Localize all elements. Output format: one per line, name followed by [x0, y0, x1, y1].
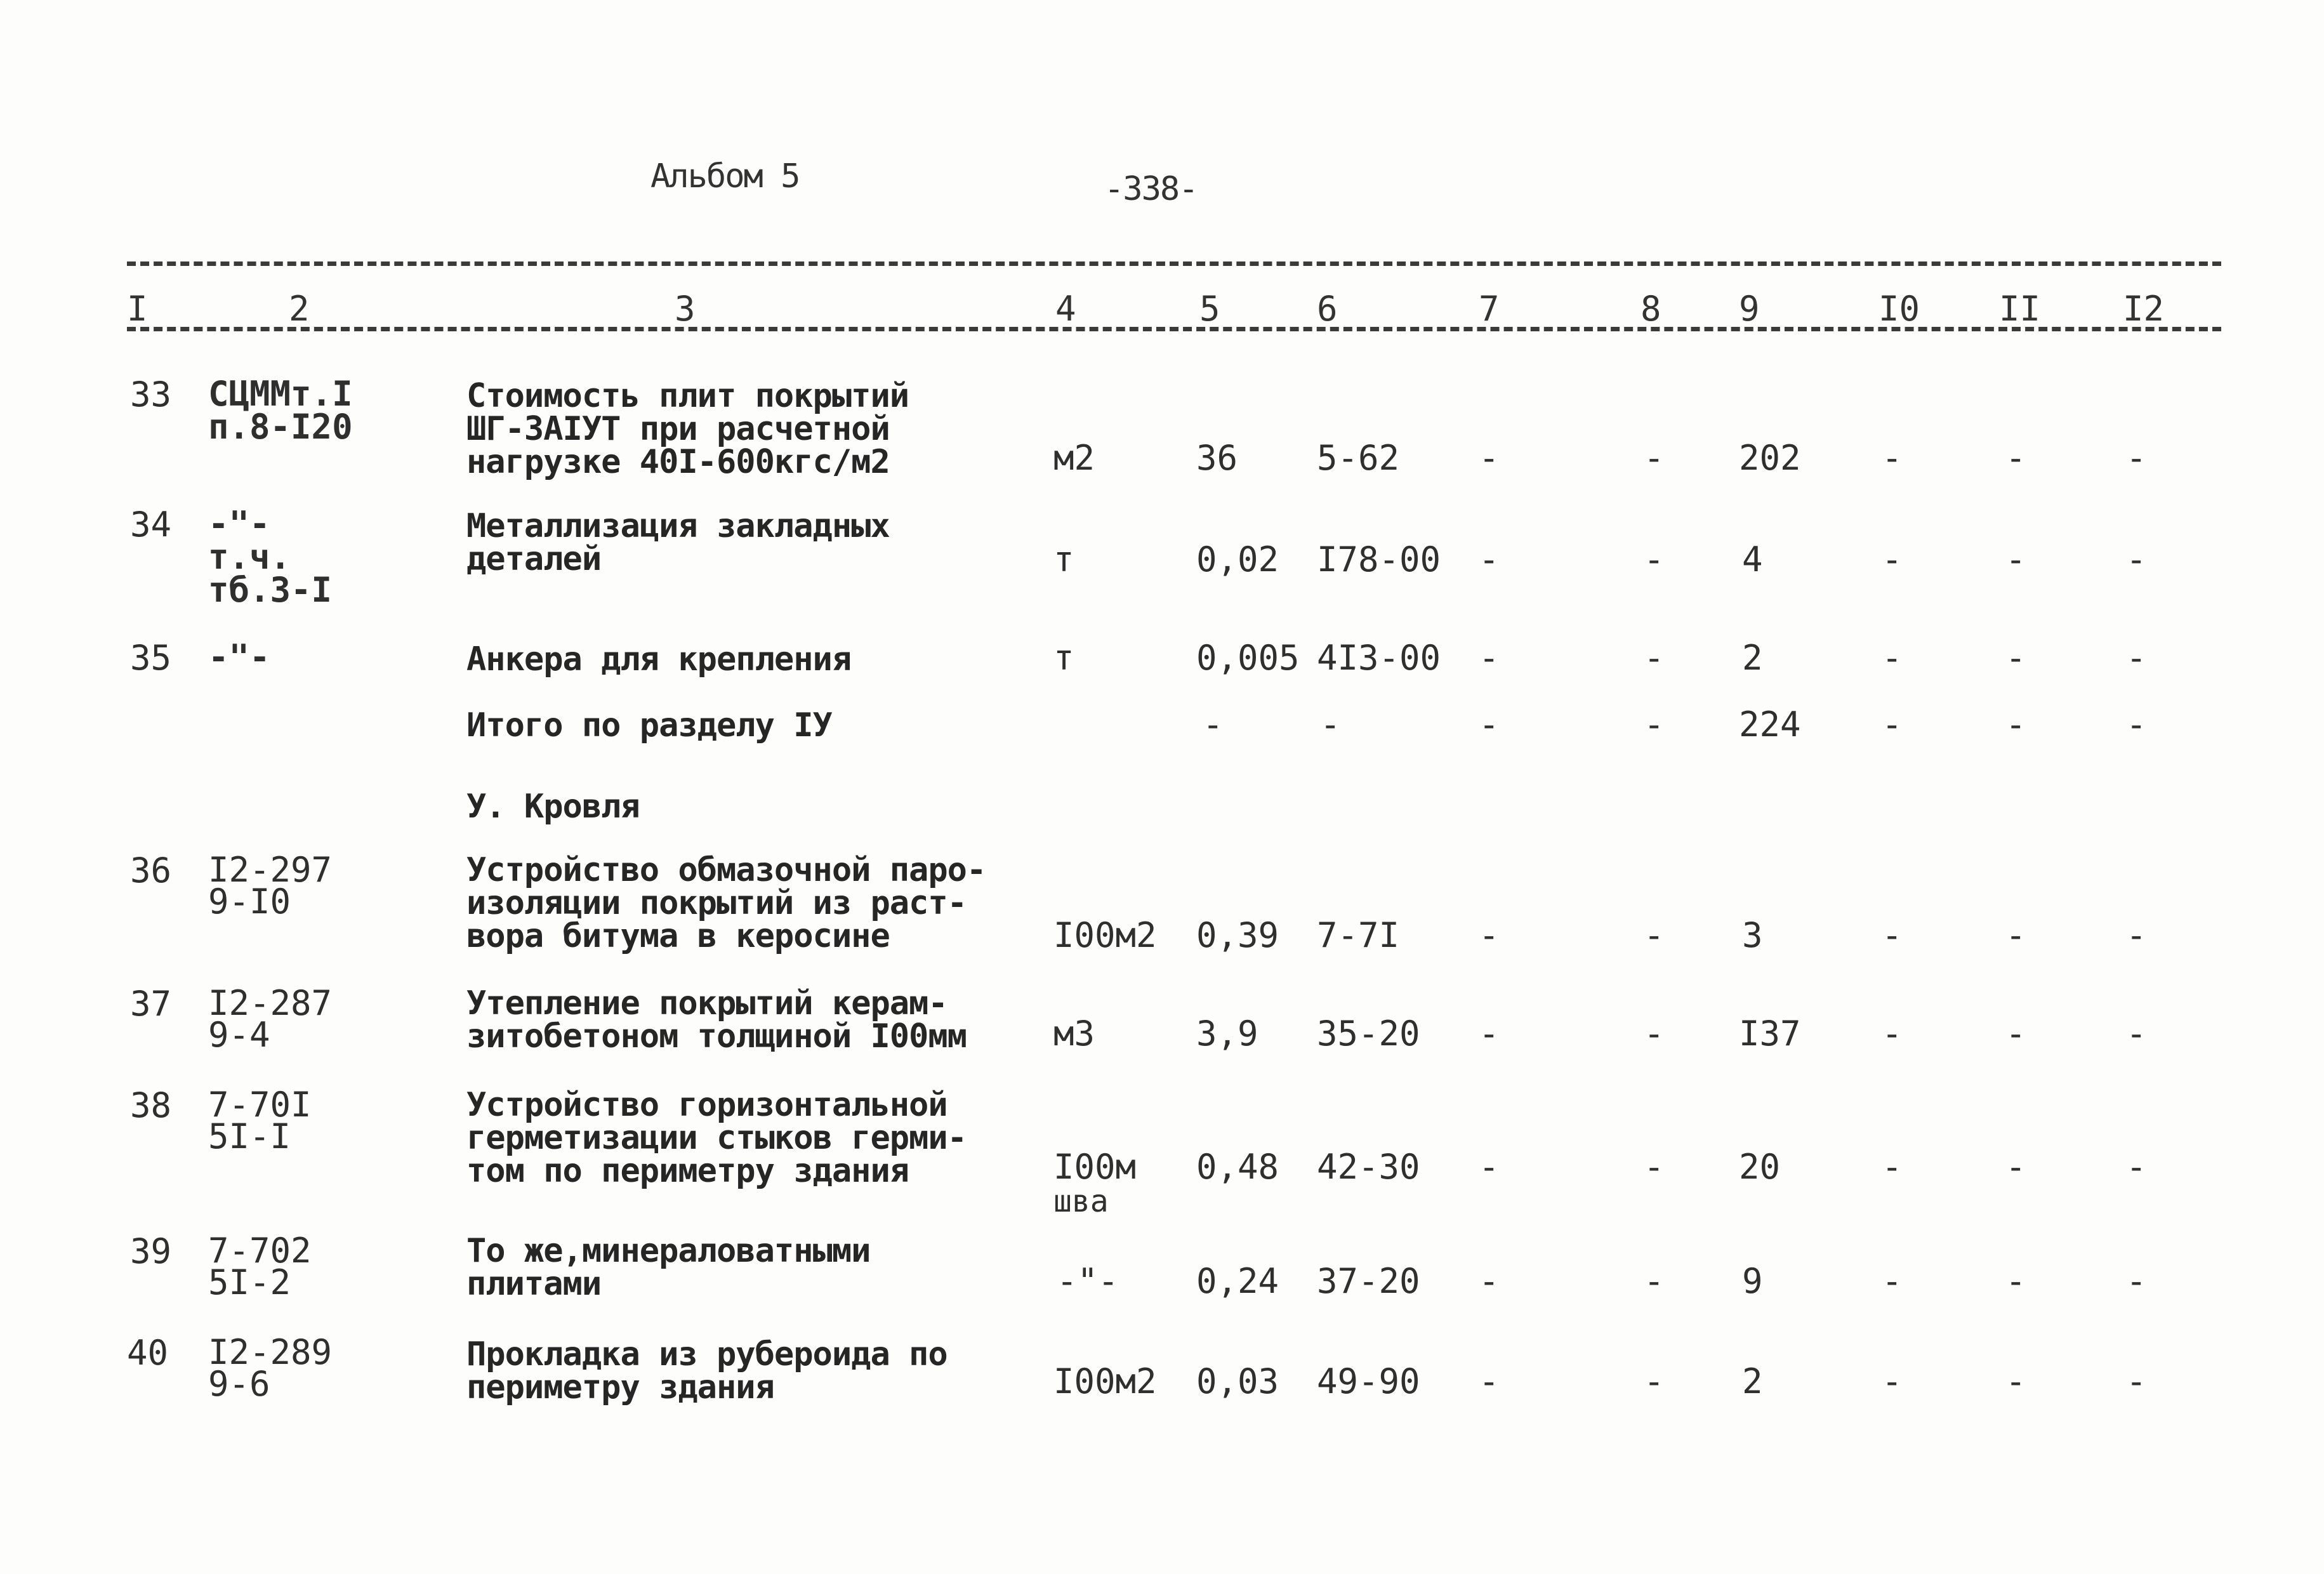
row-description	[466, 507, 890, 578]
row-col12: -	[2126, 438, 2147, 478]
column-header-5: 5	[1199, 289, 1220, 329]
column-header-4: 4	[1055, 289, 1076, 329]
row-col8: -	[1644, 1361, 1665, 1401]
row-col11: -	[2005, 539, 2026, 579]
row-col11: -	[2005, 915, 2026, 955]
row-code	[208, 637, 270, 677]
row-quantity: 0,39	[1196, 915, 1279, 955]
row-col11: -	[2005, 704, 2026, 744]
row-col10: -	[1882, 438, 1903, 478]
row-code	[208, 374, 353, 447]
column-header-2: 2	[289, 289, 310, 329]
row-price: 5-62	[1317, 438, 1400, 478]
row-total: 224	[1739, 704, 1801, 744]
row-price: 37-20	[1317, 1261, 1420, 1301]
description-line: Прокладка из рубероида по	[466, 1335, 947, 1373]
row-quantity: 0,48	[1196, 1147, 1279, 1187]
description-line: зитобетоном толщиной I00мм	[466, 1017, 967, 1055]
description-line: герметизации стыков герми-	[466, 1119, 967, 1157]
row-col10: -	[1882, 704, 1903, 744]
description-line: нагрузке 40I-600кгс/м2	[466, 443, 890, 481]
row-col12: -	[2126, 704, 2147, 744]
column-header-6: 6	[1317, 289, 1338, 329]
row-col7: -	[1479, 539, 1500, 579]
unit-line: I00м	[1053, 1147, 1137, 1187]
row-col10: -	[1882, 638, 1903, 678]
row-code	[208, 504, 333, 610]
code-line: СЦММт.I	[208, 374, 353, 414]
row-col11: -	[2005, 1014, 2026, 1054]
row-unit: I00м2	[1053, 1361, 1157, 1401]
row-col12: -	[2126, 1361, 2147, 1401]
row-number: 35	[130, 638, 172, 678]
row-total: 9	[1742, 1261, 1763, 1301]
code-line: I2-297	[208, 850, 333, 890]
description-line: том по периметру здания	[466, 1152, 909, 1190]
row-total: 20	[1739, 1147, 1781, 1187]
column-header-11: II	[1999, 289, 2041, 329]
row-total: 2	[1742, 1361, 1763, 1401]
description-line: Металлизация закладных	[466, 507, 890, 545]
row-number: 37	[130, 984, 172, 1024]
description-line: вора битума в керосине	[466, 917, 890, 955]
header-top-rule	[127, 261, 2221, 266]
row-number: 36	[130, 850, 172, 890]
code-line: 9-6	[208, 1364, 270, 1404]
row-price: 35-20	[1317, 1014, 1420, 1054]
row-col10: -	[1882, 915, 1903, 955]
code-line: п.8-I20	[208, 407, 353, 447]
row-description	[466, 1232, 871, 1303]
description-line: периметру здания	[466, 1368, 774, 1406]
row-description	[466, 640, 852, 678]
row-quantity: 0,005	[1196, 638, 1300, 678]
column-header-12: I2	[2123, 289, 2165, 329]
code-line: т.ч.	[208, 537, 291, 577]
code-line: I2-287	[208, 983, 333, 1023]
code-line: 5I-2	[208, 1262, 291, 1302]
row-unit: -"-	[1057, 1261, 1119, 1301]
row-col7: -	[1479, 638, 1500, 678]
row-description	[466, 984, 967, 1055]
row-price: 42-30	[1317, 1147, 1420, 1187]
row-quantity: 36	[1196, 438, 1238, 478]
row-quantity: 0,02	[1196, 539, 1279, 579]
code-line: 7-702	[208, 1231, 312, 1271]
row-description	[466, 377, 909, 481]
row-total: 4	[1742, 539, 1763, 579]
row-col8: -	[1644, 638, 1665, 678]
row-total: 3	[1742, 915, 1763, 955]
row-price: 49-90	[1317, 1361, 1420, 1401]
column-header-3: 3	[675, 289, 696, 329]
row-col11: -	[2005, 1361, 2026, 1401]
code-line: 9-4	[208, 1015, 270, 1055]
row-quantity: -	[1203, 704, 1224, 744]
row-col11: -	[2005, 638, 2026, 678]
row-code	[208, 1085, 312, 1156]
code-line: 9-I0	[208, 882, 291, 922]
row-col12: -	[2126, 1014, 2147, 1054]
row-total: I37	[1739, 1014, 1801, 1054]
row-unit: м3	[1053, 1014, 1095, 1054]
description-line: То же,минераловатными	[466, 1232, 871, 1270]
row-col10: -	[1882, 1261, 1903, 1301]
row-col7: -	[1479, 438, 1500, 478]
row-number: 38	[130, 1085, 172, 1125]
row-code	[208, 850, 333, 922]
row-code	[208, 983, 333, 1055]
row-col10: -	[1882, 1147, 1903, 1187]
column-header-9: 9	[1739, 289, 1760, 329]
row-total: 2	[1742, 638, 1763, 678]
row-col7: -	[1479, 1361, 1500, 1401]
description-line: Итого по разделу IУ	[466, 706, 832, 744]
row-col11: -	[2005, 1147, 2026, 1187]
row-unit	[1053, 1147, 1137, 1219]
row-price: -	[1320, 704, 1341, 744]
row-number: 33	[130, 374, 172, 414]
code-line: -"-	[208, 504, 270, 544]
code-line: -"-	[208, 637, 270, 677]
row-col12: -	[2126, 915, 2147, 955]
row-description	[466, 1086, 967, 1190]
section-title-text: У. Кровля	[466, 788, 640, 826]
subtotal-label	[466, 706, 832, 744]
column-header-10: I0	[1878, 289, 1920, 329]
row-col8: -	[1644, 539, 1665, 579]
row-description	[466, 851, 986, 955]
row-col8: -	[1644, 1014, 1665, 1054]
row-quantity: 0,03	[1196, 1361, 1279, 1401]
description-line: ШГ-3АIУТ при расчетной	[466, 410, 890, 448]
row-col12: -	[2126, 1261, 2147, 1301]
column-header-8: 8	[1641, 289, 1661, 329]
unit-line: шва	[1053, 1184, 1109, 1219]
row-col12: -	[2126, 539, 2147, 579]
row-description	[466, 1335, 947, 1406]
row-col7: -	[1479, 704, 1500, 744]
row-col11: -	[2005, 438, 2026, 478]
row-price: 4I3-00	[1317, 638, 1441, 678]
code-line: 5I-I	[208, 1116, 291, 1156]
row-code	[208, 1231, 312, 1302]
code-line: 7-70I	[208, 1085, 312, 1125]
row-quantity: 3,9	[1196, 1014, 1258, 1054]
description-line: Стоимость плит покрытий	[466, 377, 909, 415]
row-unit: т	[1053, 638, 1074, 678]
row-col8: -	[1644, 1147, 1665, 1187]
row-col12: -	[2126, 1147, 2147, 1187]
description-line: Устройство обмазочной паро-	[466, 851, 986, 889]
row-col7: -	[1479, 1261, 1500, 1301]
description-line: Устройство горизонтальной	[466, 1086, 947, 1124]
row-price: 7-7I	[1317, 915, 1400, 955]
row-col8: -	[1644, 438, 1665, 478]
description-line: изоляции покрытий из раст-	[466, 884, 967, 922]
row-col7: -	[1479, 915, 1500, 955]
row-total: 202	[1739, 438, 1801, 478]
description-line: плитами	[466, 1265, 602, 1303]
row-col7: -	[1479, 1014, 1500, 1054]
column-header-7: 7	[1479, 289, 1500, 329]
page-number: -338-	[1104, 170, 1198, 208]
description-line: Анкера для крепления	[466, 640, 852, 678]
row-col8: -	[1644, 1261, 1665, 1301]
row-col10: -	[1882, 1361, 1903, 1401]
row-col8: -	[1644, 704, 1665, 744]
row-col10: -	[1882, 539, 1903, 579]
row-unit: т	[1053, 539, 1074, 579]
row-col11: -	[2005, 1261, 2026, 1301]
row-price: I78-00	[1317, 539, 1441, 579]
code-line: тб.3-I	[208, 570, 333, 610]
row-col12: -	[2126, 638, 2147, 678]
album-label: Альбом 5	[650, 157, 800, 195]
row-col7: -	[1479, 1147, 1500, 1187]
row-unit: м2	[1053, 438, 1095, 478]
row-number: 40	[127, 1333, 169, 1373]
column-header-1: I	[127, 289, 148, 329]
row-col8: -	[1644, 915, 1665, 955]
code-line: I2-289	[208, 1332, 333, 1372]
row-quantity: 0,24	[1196, 1261, 1279, 1301]
row-number: 34	[130, 505, 172, 545]
row-unit: I00м2	[1053, 915, 1157, 955]
section-title	[466, 788, 640, 826]
description-line: Утепление покрытий керам-	[466, 984, 947, 1022]
row-col10: -	[1882, 1014, 1903, 1054]
row-code	[208, 1332, 333, 1404]
row-number: 39	[130, 1231, 172, 1271]
description-line: деталей	[466, 540, 602, 578]
